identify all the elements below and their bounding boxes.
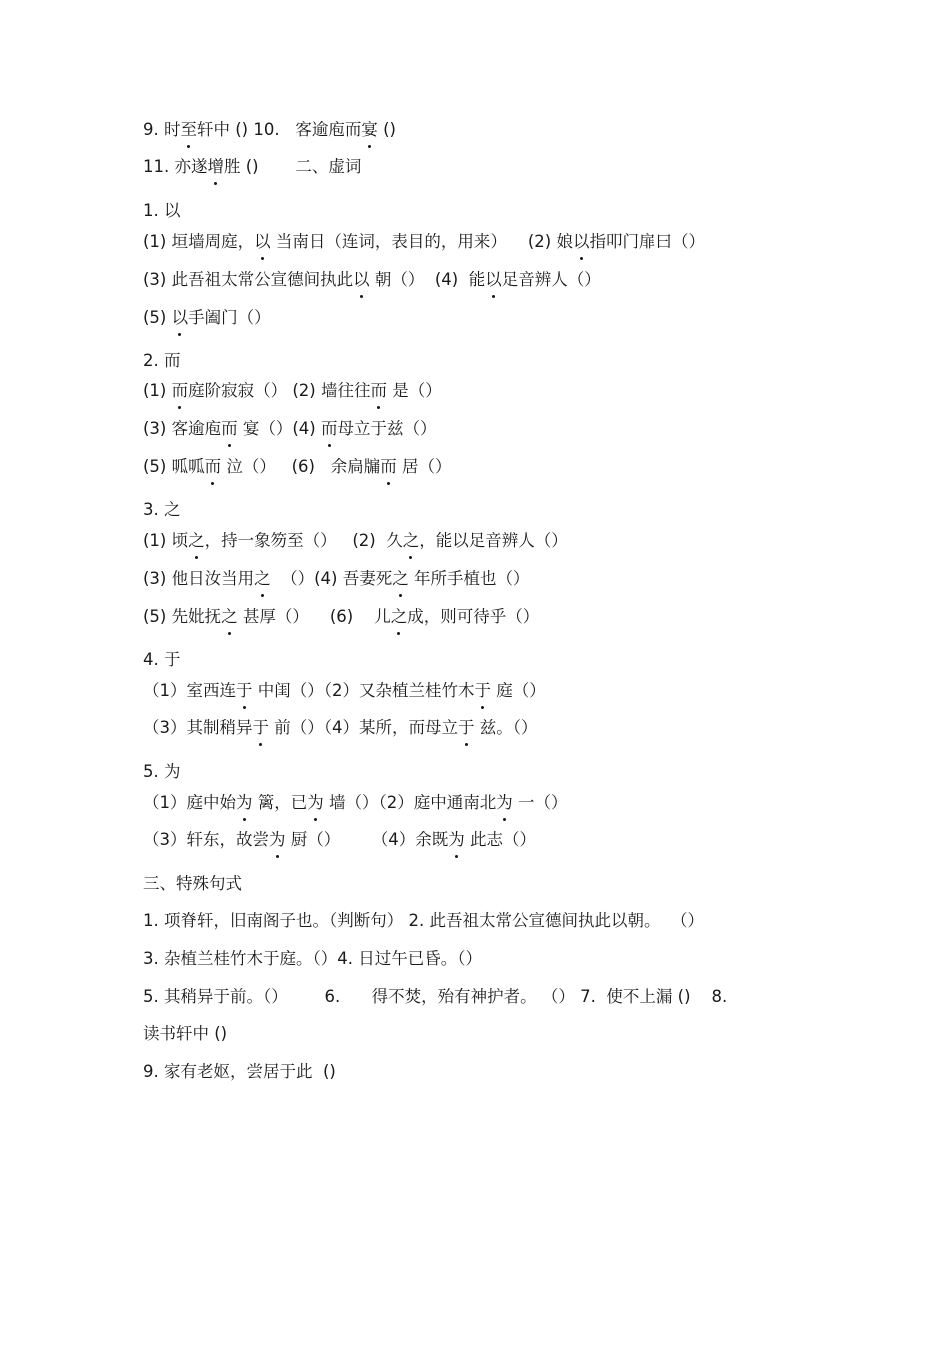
text-segment: （1）室西连 <box>143 681 236 700</box>
emphasis-dot-char: 而 <box>221 419 238 438</box>
emphasis-dot-char: 而 <box>171 381 189 400</box>
text-line <box>143 307 780 329</box>
text-segment: 甚厚（） (6) 儿 <box>237 607 391 626</box>
text-segment: 厨（） （4）余既 <box>285 830 449 849</box>
emphasis-dot-char: 之 <box>392 569 409 588</box>
text-segment: 三、特殊句式 <box>143 874 242 893</box>
text-segment: （）(4) 吾妻死 <box>270 569 393 588</box>
text-line <box>143 606 780 628</box>
text-line <box>143 873 780 895</box>
text-line <box>143 119 780 141</box>
text-segment: 庭阶寂寂（） (2) 墙往往 <box>188 381 371 400</box>
text-segment: (1) 垣墙周庭， <box>143 232 255 251</box>
text-segment: 篱，已 <box>252 793 308 812</box>
text-segment: 5. 其稍异于前。（） 6. 得不焚，殆有神护者。 （） 7. 使不上漏 () 8. <box>143 987 728 1006</box>
text-segment: ，持一象笏至（） (2) 久 <box>204 531 403 550</box>
text-segment: (1) <box>143 381 172 400</box>
text-segment: （3）其制稍异 <box>143 718 253 737</box>
text-line <box>143 231 780 253</box>
text-segment: (5) 先妣抚 <box>143 607 222 626</box>
text-segment: (3) 他日汝当用 <box>143 569 255 588</box>
text-segment: 年所手植也（） <box>408 569 530 588</box>
text-segment: (3) 此吾祖太常公宣德间执此 <box>143 270 354 289</box>
text-segment: 手阖门（） <box>188 308 271 327</box>
text-line <box>143 380 780 402</box>
emphasis-dot-char: 为 <box>269 830 286 849</box>
emphasis-dot-char: 以 <box>171 308 189 327</box>
text-segment: 母立于兹（） <box>337 419 437 438</box>
emphasis-dot-char: 于 <box>236 681 253 700</box>
emphasis-dot-char: 而 <box>204 457 222 476</box>
text-segment: 1. 以 <box>143 201 181 220</box>
text-line <box>143 761 780 783</box>
emphasis-dot-char: 之 <box>254 569 271 588</box>
text-line <box>143 792 780 814</box>
text-line <box>143 1023 780 1045</box>
text-segment: 2. 而 <box>143 351 181 370</box>
text-segment: ，能以足音辨人（） <box>419 531 568 550</box>
emphasis-dot-char: 以 <box>353 270 370 289</box>
text-segment: 宴（）(4) <box>237 419 321 438</box>
emphasis-dot-char: 于 <box>474 681 491 700</box>
text-line <box>143 456 780 478</box>
emphasis-dot-char: 于 <box>252 718 269 737</box>
text-segment: (3) 客逾庖 <box>143 419 222 438</box>
text-segment: (1) 顷 <box>143 531 189 550</box>
text-line <box>143 829 780 851</box>
text-line <box>143 499 780 521</box>
text-line <box>143 649 780 671</box>
text-segment: (5) 呱呱 <box>143 457 205 476</box>
text-segment: 居（） <box>396 457 452 476</box>
text-segment: 11. 亦遂 <box>143 157 208 176</box>
emphasis-dot-char: 之 <box>221 607 238 626</box>
text-segment: 兹。（） <box>474 718 538 737</box>
emphasis-dot-char: 之 <box>188 531 205 550</box>
text-segment: 3. 之 <box>143 500 181 519</box>
text-segment: 9. 时 <box>143 120 181 139</box>
text-segment: 当南日（连词，表目的，用来） (2) 娘 <box>270 232 573 251</box>
text-line <box>143 418 780 440</box>
text-segment: 9. 家有老妪，尝居于此 () <box>143 1062 336 1081</box>
text-segment: 1. 项脊轩，旧南阁子也。（判断句） 2. 此吾祖太常公宣德间执此以朝。 （） <box>143 911 704 930</box>
emphasis-dot-char: 至 <box>180 120 197 139</box>
emphasis-dot-char: 以 <box>485 270 502 289</box>
text-segment: （3）轩东，故尝 <box>143 830 269 849</box>
text-segment: 轩中 () 10. 客逾庖而 <box>197 120 362 139</box>
text-segment: 胜 () 二、虚词 <box>224 157 362 176</box>
emphasis-dot-char: 而 <box>370 381 387 400</box>
emphasis-dot-char: 以 <box>572 232 590 251</box>
text-line <box>143 269 780 291</box>
text-line <box>143 568 780 590</box>
text-line <box>143 1061 780 1083</box>
emphasis-dot-char: 之 <box>390 607 408 626</box>
emphasis-dot-char: 为 <box>448 830 465 849</box>
text-segment: 4. 于 <box>143 650 181 669</box>
text-segment: (5) <box>143 308 172 327</box>
text-segment: 3. 杂植兰桂竹木于庭。（）4. 日过午已昏。（） <box>143 949 482 968</box>
text-line <box>143 717 780 739</box>
text-segment: 中闺（）（2）又杂植兰桂竹木 <box>252 681 475 700</box>
text-segment: 庭（） <box>491 681 546 700</box>
text-segment: 前（）（4）某所，而母立 <box>269 718 458 737</box>
text-segment: 此志（） <box>464 830 536 849</box>
text-segment: () <box>377 120 396 139</box>
emphasis-dot-char: 于 <box>458 718 475 737</box>
text-segment: 读书轩中 () <box>143 1024 228 1043</box>
text-segment: 指叩门扉曰（） <box>589 232 705 251</box>
text-segment: 5. 为 <box>143 762 181 781</box>
text-line <box>143 350 780 372</box>
text-line <box>143 910 780 932</box>
emphasis-dot-char: 为 <box>307 793 324 812</box>
text-segment: （1）庭中始 <box>143 793 236 812</box>
text-segment: 足音辨人（） <box>501 270 601 289</box>
emphasis-dot-char: 增 <box>207 157 224 176</box>
emphasis-dot-char: 为 <box>496 793 513 812</box>
emphasis-dot-char: 为 <box>236 793 253 812</box>
text-line <box>143 948 780 970</box>
emphasis-dot-char: 以 <box>254 232 271 251</box>
text-segment: 墙（）（2）庭中通南北 <box>323 793 497 812</box>
text-line <box>143 156 780 178</box>
text-line <box>143 530 780 552</box>
text-segment: 一（） <box>512 793 568 812</box>
emphasis-dot-char: 之 <box>402 531 420 550</box>
text-segment: 成，则可待乎（） <box>407 607 540 626</box>
text-line <box>143 200 780 222</box>
emphasis-dot-char: 而 <box>321 419 338 438</box>
emphasis-dot-char: 而 <box>380 457 397 476</box>
text-segment: 朝（） (4) 能 <box>369 270 486 289</box>
text-line <box>143 680 780 702</box>
text-segment: 泣（） (6) 余扃牖 <box>221 457 381 476</box>
text-line <box>143 986 780 1008</box>
text-segment: 是（） <box>387 381 442 400</box>
emphasis-dot-char: 宴 <box>361 120 378 139</box>
